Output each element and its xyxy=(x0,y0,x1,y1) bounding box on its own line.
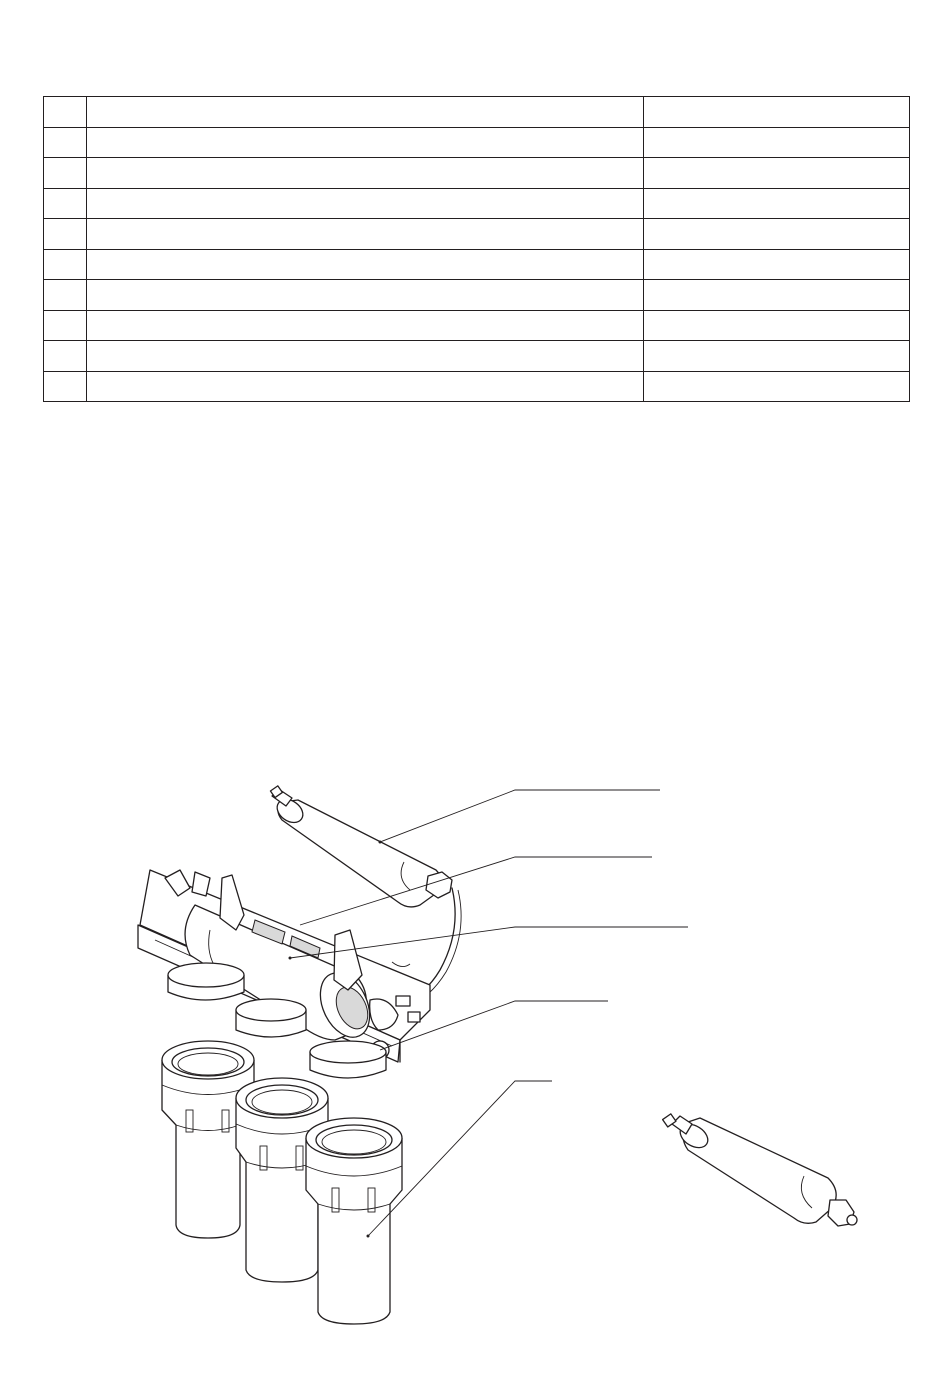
row-number-cell xyxy=(44,310,87,341)
row-number-cell xyxy=(44,371,87,402)
quantity-cell xyxy=(644,158,910,189)
quantity-cell xyxy=(644,249,910,280)
part-name-cell xyxy=(87,280,644,311)
part-name-cell xyxy=(87,219,644,250)
parts-table-row xyxy=(44,97,910,128)
quantity-cell xyxy=(644,341,910,372)
parts-table-row xyxy=(44,280,910,311)
parts-table-row xyxy=(44,249,910,280)
part-name-cell xyxy=(87,158,644,189)
parts-table-row xyxy=(44,188,910,219)
quantity-cell xyxy=(644,127,910,158)
parts-table-row xyxy=(44,127,910,158)
callout-leader-1 xyxy=(380,790,660,842)
part-name-cell xyxy=(87,127,644,158)
row-number-cell xyxy=(44,249,87,280)
part-name-cell xyxy=(87,371,644,402)
parts-table-row xyxy=(44,371,910,402)
part-name-cell xyxy=(87,188,644,219)
filter-sump-right xyxy=(306,1118,402,1324)
row-number-cell xyxy=(44,341,87,372)
row-number-cell xyxy=(44,188,87,219)
quantity-cell xyxy=(644,219,910,250)
row-number-cell xyxy=(44,127,87,158)
part-name-cell xyxy=(87,310,644,341)
quantity-cell xyxy=(644,371,910,402)
post-filter-cartridge xyxy=(270,786,452,907)
replacement-cartridge xyxy=(663,1114,857,1226)
row-number-cell xyxy=(44,280,87,311)
parts-table-row xyxy=(44,219,910,250)
part-name-cell xyxy=(87,249,644,280)
water-filter-diagram xyxy=(0,760,950,1360)
row-number-cell xyxy=(44,97,87,128)
parts-table-row xyxy=(44,310,910,341)
part-name-cell xyxy=(87,341,644,372)
quantity-cell xyxy=(644,188,910,219)
part-name-cell xyxy=(87,97,644,128)
parts-table-row xyxy=(44,158,910,189)
quantity-cell xyxy=(644,97,910,128)
quantity-cell xyxy=(644,310,910,341)
row-number-cell xyxy=(44,158,87,189)
row-number-cell xyxy=(44,219,87,250)
parts-table-body xyxy=(44,97,910,402)
parts-table-row xyxy=(44,341,910,372)
quantity-cell xyxy=(644,280,910,311)
parts-table xyxy=(43,96,910,402)
